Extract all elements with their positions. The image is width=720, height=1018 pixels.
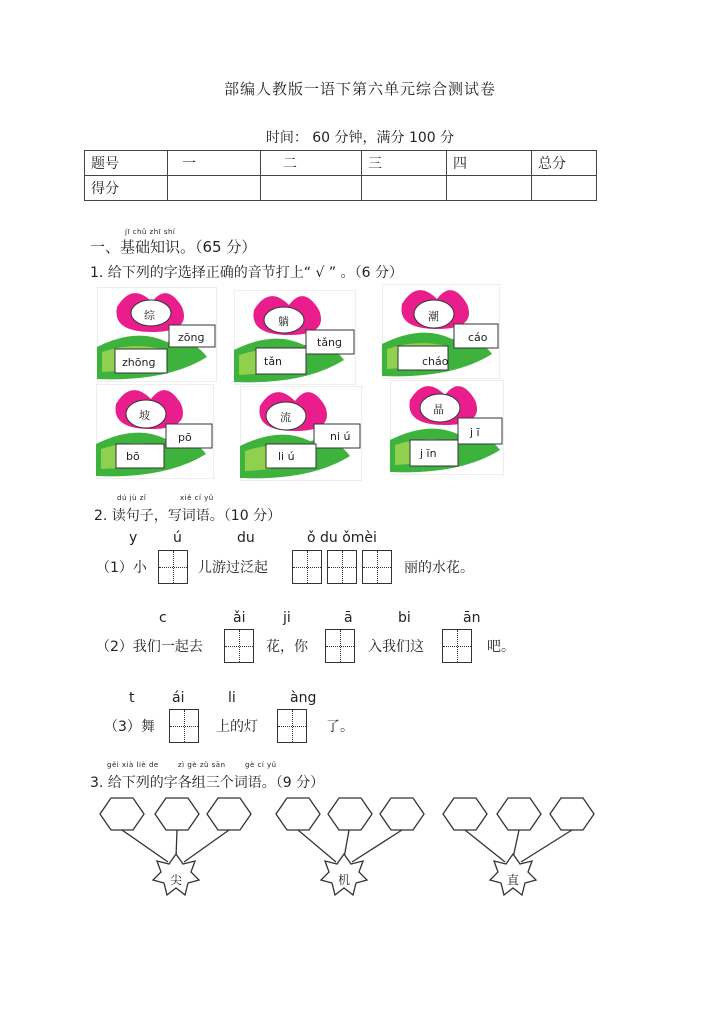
center-char: 机	[338, 873, 351, 887]
score-table	[84, 150, 597, 201]
center-char: 尖	[170, 873, 183, 887]
score-input-cell[interactable]	[168, 176, 261, 201]
hexagon-box	[380, 798, 424, 830]
flower-card	[96, 384, 214, 479]
pinyin-hint: ú	[173, 530, 182, 546]
hexagon-box	[100, 798, 144, 830]
syllable-option[interactable]: zhōnɡ	[122, 356, 156, 369]
pinyin-hint: ā	[344, 610, 353, 626]
score-input-cell[interactable]	[447, 176, 532, 201]
score-input-cell[interactable]	[532, 176, 597, 201]
hexagon-box	[207, 798, 251, 830]
writing-box[interactable]	[277, 709, 307, 743]
table-cell: 一	[168, 151, 261, 176]
score-input-cell[interactable]	[261, 176, 362, 201]
table-cell: 二	[261, 151, 362, 176]
sentence-text: 儿游过泛起	[198, 560, 268, 576]
flower-char: 躺	[278, 315, 289, 328]
section-heading: 一、基础知识。（65 分）	[90, 238, 257, 256]
writing-box[interactable]	[224, 629, 254, 663]
table-cell: 题号	[85, 151, 168, 176]
hexagon-box	[328, 798, 372, 830]
table-cell: 三	[362, 151, 447, 176]
sentence-text: 了。	[326, 719, 354, 735]
syllable-option[interactable]: zōnɡ	[178, 331, 205, 344]
writing-box[interactable]	[362, 550, 392, 584]
flower-char: 综	[144, 309, 155, 322]
score-input-cell[interactable]	[362, 176, 447, 201]
hexagon-box	[550, 798, 594, 830]
exam-info: 时间： 60 分钟，满分 100 分	[265, 130, 455, 146]
syllable-option[interactable]: ni ú	[330, 430, 351, 443]
hexagon-box	[155, 798, 199, 830]
sentence-text: 吧。	[487, 639, 515, 655]
table-row	[85, 151, 597, 176]
pinyin-hint: bi	[398, 610, 411, 626]
hexagon-box	[497, 798, 541, 830]
question-pinyin: dú jù zǐ	[117, 494, 147, 502]
pinyin-hint: c	[159, 610, 167, 626]
sentence-text: 丽的水花。	[404, 560, 474, 576]
flower-char: 坡	[139, 409, 150, 422]
question-title: 2. 读句子，写词语。（10 分）	[94, 508, 282, 524]
pinyin-hint: du	[237, 530, 255, 546]
syllable-option[interactable]: li ú	[278, 450, 295, 463]
question-title: 3. 给下列的字各组三个词语。（9 分）	[90, 775, 325, 791]
section-pinyin: jī chǔ zhī shí	[125, 228, 176, 236]
pinyin-hint: ji	[283, 610, 291, 626]
syllable-option[interactable]: pō	[178, 431, 192, 444]
writing-box[interactable]	[442, 629, 472, 663]
question-pinyin: gěi xià liè de	[107, 761, 159, 769]
syllable-option[interactable]: cáo	[468, 331, 488, 344]
pinyin-hint: li	[228, 690, 236, 706]
table-cell: 总分	[532, 151, 597, 176]
writing-box[interactable]	[158, 550, 188, 584]
sentence-text: （2）我们一起去	[96, 639, 203, 655]
flower-char: 潮	[428, 310, 439, 323]
syllable-option[interactable]: bō	[126, 450, 140, 463]
writing-box[interactable]	[325, 629, 355, 663]
sentence-text: 花，你	[266, 639, 308, 655]
syllable-option[interactable]: tǎnɡ	[317, 336, 343, 349]
hexagon-box	[443, 798, 487, 830]
pinyin-hint: àng	[290, 690, 317, 706]
question-pinyin: gè cí yǔ	[245, 761, 277, 769]
sentence-text: 上的灯	[216, 719, 258, 735]
pinyin-hint: ǒ du ǒmèi	[307, 530, 377, 546]
writing-box[interactable]	[327, 550, 357, 584]
table-cell: 四	[447, 151, 532, 176]
question-pinyin: zì gè zǔ sān	[178, 761, 226, 769]
flower-char: 晶	[433, 403, 444, 416]
pinyin-hint: ǎi	[233, 610, 246, 626]
flower-card	[390, 380, 504, 475]
page-title: 部编人教版一语下第六单元综合测试卷	[223, 80, 496, 98]
writing-box[interactable]	[169, 709, 199, 743]
pinyin-hint: t	[129, 690, 135, 706]
pinyin-hint: y	[129, 530, 138, 546]
sentence-text: （3）舞	[104, 719, 155, 735]
question-pinyin: xiě cí yǔ	[180, 494, 214, 502]
syllable-option[interactable]: j īn	[420, 447, 437, 460]
syllable-option[interactable]: tǎn	[264, 355, 283, 368]
syllable-option[interactable]: j ī	[470, 426, 480, 439]
pinyin-hint: ān	[463, 610, 481, 626]
hexagon-box	[276, 798, 320, 830]
writing-box[interactable]	[292, 550, 322, 584]
question-title: 1. 给下列的字选择正确的音节打上“ √ ” 。（6 分）	[90, 265, 403, 281]
table-row	[85, 176, 597, 201]
sentence-text: 入我们这	[368, 639, 424, 655]
pinyin-hint: ái	[172, 690, 185, 706]
flower-char: 流	[280, 411, 291, 424]
sentence-text: （1）小	[96, 560, 147, 576]
table-cell: 得分	[85, 176, 168, 201]
center-char: 直	[507, 873, 520, 887]
syllable-option[interactable]: cháo	[422, 355, 449, 368]
